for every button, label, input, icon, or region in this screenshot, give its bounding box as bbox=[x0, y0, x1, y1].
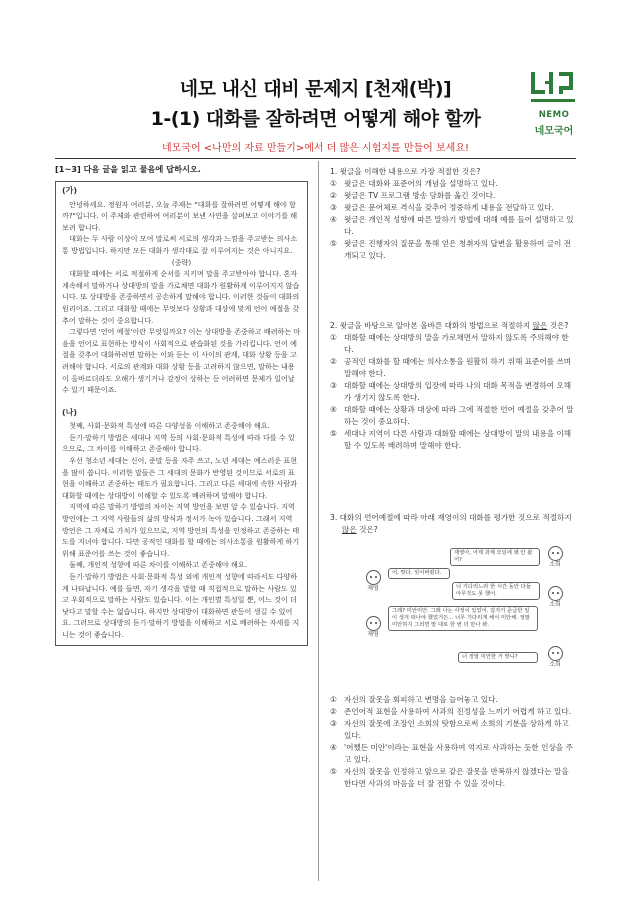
question-2-stem: 2. 윗글을 바탕으로 알아본 올바른 대화의 방법으로 적절하지 않은 것은? bbox=[330, 321, 569, 330]
nemo-logo-mark-icon bbox=[531, 72, 577, 106]
speech-bubble: 너 기다리느라 한 시간 동안 다들 아무것도 못 했어. bbox=[452, 582, 540, 600]
speaker-soyeon: 소희 bbox=[544, 646, 566, 669]
passage-na-tag: (나) bbox=[62, 407, 78, 417]
question-instruction: [1~3] 다음 글을 읽고 물음에 답하시오. bbox=[55, 164, 201, 174]
person-icon bbox=[366, 570, 381, 585]
option[interactable]: ③ 자신의 잘못에 조장인 소희의 탓함으로써 소희의 기분을 상하게 하고 있다. bbox=[330, 719, 569, 740]
passage-paragraph: 우선 청소년 세대는 신어, 준말 등을 자주 쓰고, 노년 세대는 예스러운 표현을 많이 씁니다. 이러한 말들은 그 세대의 문화가 반영된 것이므로 서로의 표현을 이해하고 존중하는 태도가 필요합니다. 그리고 다른 세대에 속한 사람과 대화할 때에는 상대방이 이해할 수 있도록 배려하며 말해야 합니다. bbox=[62, 456, 298, 500]
passage-box bbox=[55, 181, 308, 646]
option[interactable]: ③ 윗글은 문어체로 격식을 갖추어 정중하게 내용을 전달하고 있다. bbox=[330, 203, 555, 212]
person-icon bbox=[548, 646, 563, 661]
speech-bubble: 그래? 미안미안. 그래 나는 사정이 있었어. 갑자기 준급한 일이 생겨 떠나야 했었거든... 너무 기다리게 해서 미안해. 정말 미안하지 그러면 맘 대로 한 번 더 만나 봐. bbox=[388, 606, 538, 631]
person-icon bbox=[548, 546, 563, 561]
logo-text-en: NEMO bbox=[538, 110, 570, 120]
option[interactable]: ④ '어쨌든 미안'이라는 표현을 사용하여 억지로 사과하는 듯한 인상을 주고 있다. bbox=[330, 743, 573, 764]
person-icon bbox=[548, 586, 563, 601]
speech-bubble: 너 정말 미안한 거 맞니? bbox=[458, 652, 538, 663]
passage-paragraph: 듣기·말하기 방법은 사회·문화적 특성 외에 개인적 성향에 따라서도 다양하게 나타납니다. 예를 들면, 자기 생각을 말할 때 직접적으로 말하는 사람도 있고 우회적으로 말하는 사람도 있습니다. 이는 개인별 특성일 뿐, 어느 것이 더 낫다고 말할 수는 없습니다. 하지만 상대방이 대화하면 관등이 생길 수 있어요. 그러므로 상대방의 듣기·말하기 방법을 이해하고 서로 배려하는 자세를 지니는 것이 좋습니다. bbox=[62, 572, 300, 639]
option[interactable]: ① 자신의 잘못을 회피하고 변명을 늘어놓고 있다. bbox=[330, 695, 498, 704]
option[interactable]: ⑤ 윗글은 진행자의 질문을 통해 얻은 청취자의 답변을 활용하여 글이 전개되고 있다. bbox=[330, 239, 572, 260]
speech-bubble: 어, 맞다. 잊어버렸다. bbox=[388, 568, 450, 579]
option[interactable]: ① 윗글은 대화와 표준어의 개념을 설명하고 있다. bbox=[330, 179, 498, 188]
page-title: 네모 내신 대비 문제지 [천재(박)] bbox=[179, 78, 452, 100]
speaker-soyeon: 소희 bbox=[544, 546, 566, 569]
option[interactable]: ② 존언어적 표현을 사용하여 사과의 진정성을 느끼기 어렵게 하고 있다. bbox=[330, 707, 572, 716]
person-icon bbox=[366, 616, 381, 631]
passage-ga-tag: (가) bbox=[62, 186, 78, 195]
column-divider bbox=[318, 161, 319, 881]
passage-paragraph: 그렇다면 '언어 예절'이란 무엇일까요? 이는 상대방을 존중하고 배려하는 마음을 언어로 표현하는 방식이 사회적으로 관습화된 것을 가리킵니다. 언어 예절을 갖추어 대화하려면 말하는 이와 듣는 이 사이의 관계, 대화 상황 등을 고려해야 합니다. 서로의 관계와 대화 상황 등을 고려하지 않으면, 말하는 내용이 올바르더라도 오해가 생기거나 감정이 상하는 등 어려하면 문제가 일어날 수 있기 때문이죠. bbox=[62, 327, 301, 395]
passage-paragraph: 안녕하세요. 정원자 여러분, 오늘 주제는 "대화를 잘하려면 어떻게 해야 할까?"입니다. 이 주제와 관련하여 여러분이 보낸 사연을 살펴보고 이야기를 해 보려 합니다. bbox=[62, 199, 298, 232]
header bbox=[0, 0, 631, 160]
passage-paragraph: 지역에 따른 말하기 방법의 차이는 지역 방언을 보면 알 수 있습니다. 지역 방언에는 그 지역 사람들의 삶의 방식과 정서가 녹아 있습니다. 그래서 지역 방언은 그 자체로 가치가 있으므로, 지역 방언의 특성을 인정하고 존중하는 태도를 지녀야 합니다. 다만 공적인 대화를 할 때에는 의사소통을 원활하게 하기 위해 표준어를 쓰는 것이 좋습니다. bbox=[62, 502, 300, 558]
passage-paragraph: 첫째, 사회·문화적 특성에 따른 다양성을 이해하고 존중해야 해요. bbox=[69, 421, 270, 431]
speaker-jaeyoung: 재영 bbox=[362, 616, 384, 639]
promo-text[interactable]: 네모국어 <나만의 자료 만들기>에서 더 많은 시험지를 만들어 보세요! bbox=[161, 143, 470, 154]
option[interactable]: ③ 대화할 때에는 상대방의 입장에 따라 나의 대화 목적을 변경하여 오해가 생기지 않도록 한다. bbox=[330, 381, 572, 402]
question-1-stem: 1. 윗글을 이해한 내용으로 가장 적절한 것은? bbox=[330, 167, 481, 176]
page-subtitle: 1-(1) 대화를 잘하려면 어떻게 해야 할까 bbox=[150, 108, 481, 130]
logo-text-kr: 네모국어 bbox=[534, 126, 574, 137]
passage-paragraph: 대화할 때에는 서로 적절하게 순서를 지키며 말을 주고받아야 합니다. 혼자 계속해서 말하거나 상대방의 말을 가로채면 대화가 원활하게 이루어지지 않습니다. 또 상대방을 존중하면서 공손하게 말해야 합니다. 이러한 것들이 대화의 원리이죠. 그리고 대화할 때에는 무엇보다 상황과 대상에 맞게 언어 예절을 갖추어 말하는 것이 중요합니다. bbox=[62, 269, 300, 325]
nemo-logo[interactable] bbox=[523, 72, 585, 136]
question-3 bbox=[330, 512, 578, 790]
option[interactable]: ⑤ 자신의 잘못을 인정하고 앞으로 같은 잘못을 반복하지 않겠다는 말을 한다면 사과의 마음을 더 잘 전할 수 있을 것이다. bbox=[330, 767, 569, 788]
option[interactable]: ① 대화할 때에는 상대방의 말을 가로채면서 말하지 않도록 주의해야 한다. bbox=[330, 333, 569, 354]
question-3-stem: 3. 대화의 언어예절에 따라 아래 재영이의 대화를 평가한 것으로 적절하지 않은 것은? bbox=[330, 513, 572, 534]
passage-paragraph: 듣기·말하기 방법은 세대나 지역 등의 사회·문화적 특성에 따라 다를 수 있으므로, 그 차이를 이해하고 존중해야 합니다. bbox=[62, 432, 295, 454]
speech-bubble: 재영아, 어제 과제 모임에 왜 안 왔어? bbox=[450, 548, 540, 566]
question-2 bbox=[330, 320, 578, 452]
question-1 bbox=[330, 166, 578, 262]
right-column bbox=[330, 166, 578, 790]
option[interactable]: ⑤ 세대나 지역이 다른 사람과 대화할 때에는 상대방이 말의 내용을 이해할 수 있도록 배려하며 말해야 한다. bbox=[330, 429, 572, 450]
header-divider bbox=[55, 158, 576, 159]
omission-mark: (중략) bbox=[171, 257, 192, 267]
option[interactable]: ② 윗글은 TV 프로그램 방송 담화를 옮긴 것이다. bbox=[330, 191, 496, 200]
passage-paragraph: 대화는 두 사람 이상이 모여 말로써 서로의 생각과 느낌을 주고받는 의사소통 방법입니다. 하지만 모든 대화가 생각대로 잘 이루어지는 것은 아니지요. bbox=[62, 234, 298, 255]
option[interactable]: ④ 대화할 때에는 상황과 대상에 따라 그에 적절한 언어 예절을 갖추어 말하는 것이 중요하다. bbox=[330, 405, 574, 426]
option[interactable]: ④ 윗글은 개인적 성향에 따른 말하기 방법에 대해 예를 들어 설명하고 있다. bbox=[330, 215, 574, 236]
dialog-illustration bbox=[330, 540, 578, 688]
speaker-jaeyoung: 재영 bbox=[362, 570, 384, 593]
speaker-soyeon: 소희 bbox=[544, 586, 566, 609]
option[interactable]: ② 공적인 대화를 할 때에는 의사소통을 원활히 하기 위해 표준어를 쓰며 말해야 한다. bbox=[330, 357, 572, 378]
left-column bbox=[55, 164, 308, 646]
passage-paragraph: 둘째, 개인적 성향에 따른 차이를 이해하고 존중해야 해요. bbox=[69, 560, 247, 570]
